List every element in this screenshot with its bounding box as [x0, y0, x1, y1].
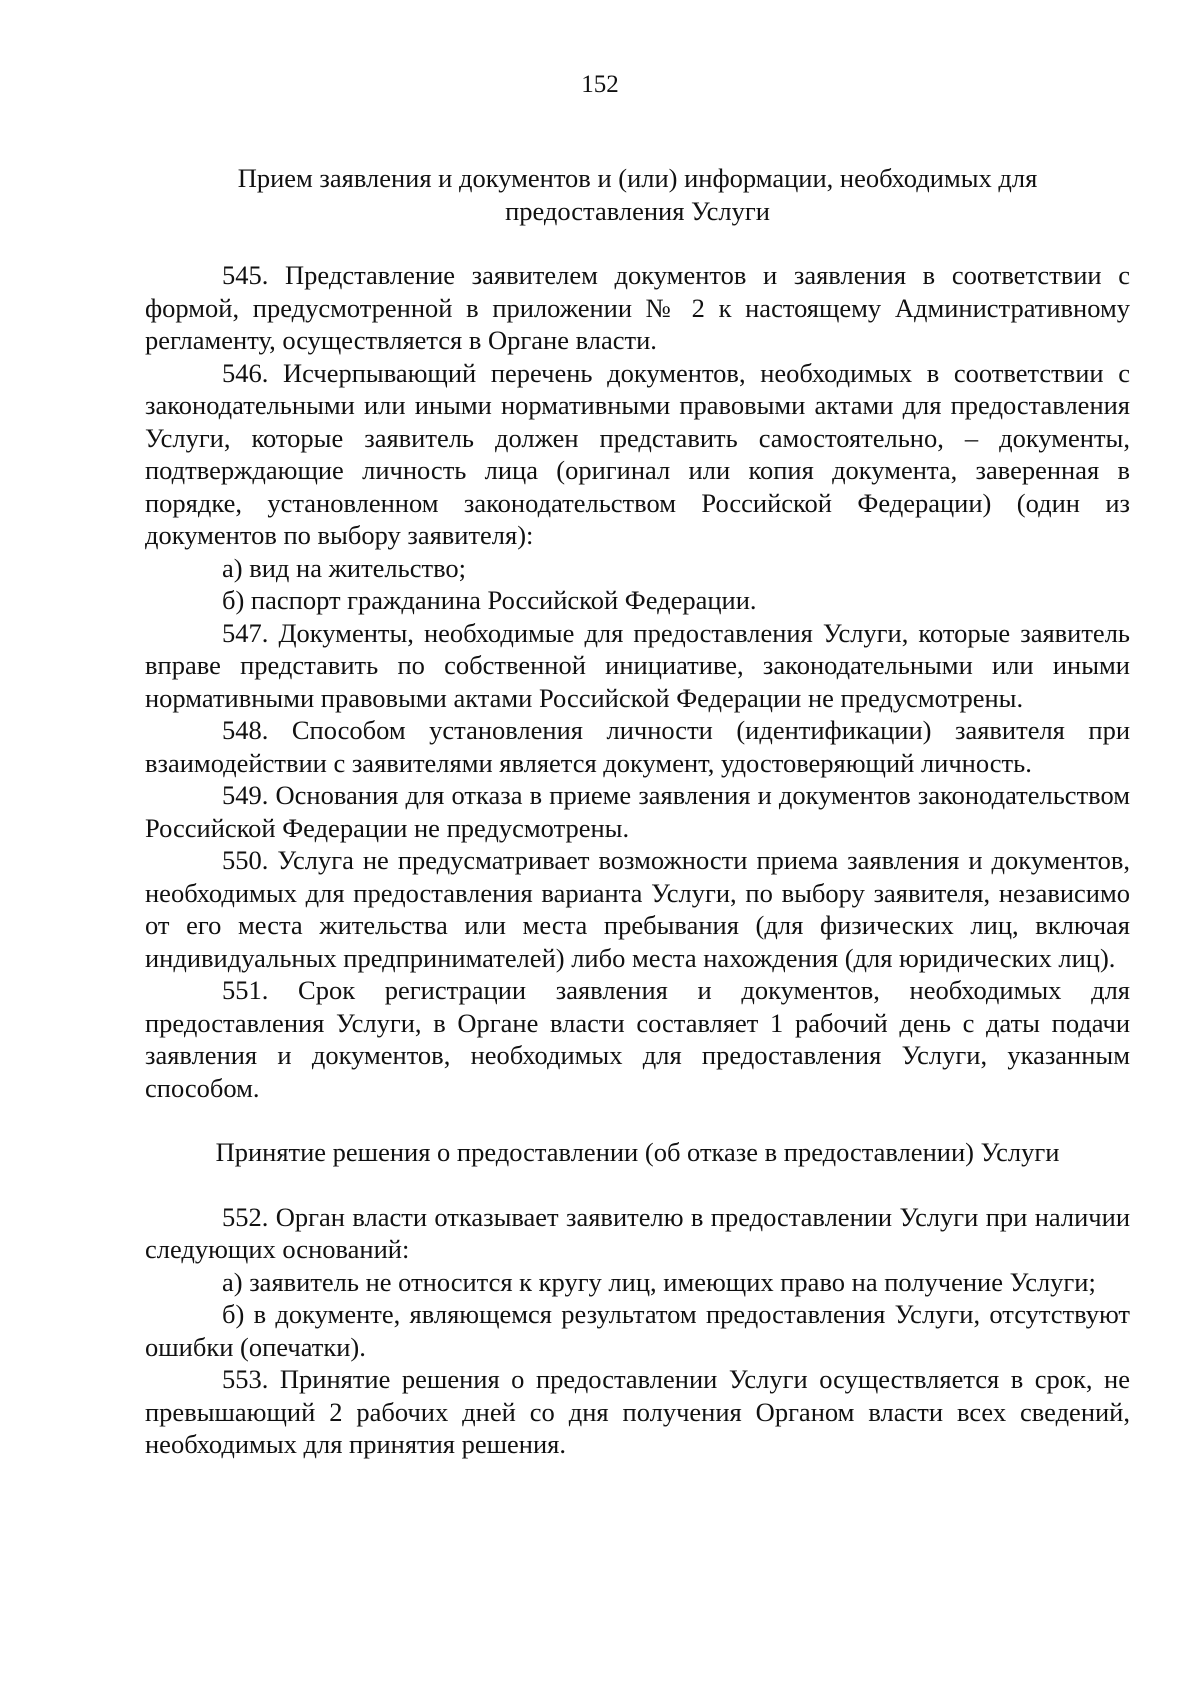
section-heading-reception [145, 162, 1130, 227]
paragraph-545: 545. Представление заявителем документов и заявления в соответствии с формой, предусмотренной в приложении № 2 к настоящему Административному регламенту, осуществляется в Органе власти. [145, 260, 1130, 355]
paragraph-548: 548. Способом установления личности (идентификации) заявителя при взаимодействии с заявителями является документ, удостоверяющий личность. [145, 715, 1130, 778]
paragraph-547: 547. Документы, необходимые для предоставления Услуги, которые заявитель вправе представить по собственной инициативе, законодательными или иными нормативными правовыми актами Российской Федерации не предусмотрены. [145, 617, 1130, 713]
paragraph-553: 553. Принятие решения о предоставлении Услуги осуществляется в срок, не превышающий 2 рабочих дней со дня получения Органом власти всех сведений, необходимых для принятия решения. [145, 1364, 1130, 1459]
paragraph-550: 550. Услуга не предусматривает возможности приема заявления и документов, необходимых для предоставления варианта Услуги, по выбору заявителя, независимо от его места жительства или места пребывания (для физических лиц, включая индивидуальных предпринимателей) либо места нахождения (для юридических лиц). [145, 845, 1130, 973]
paragraph-551: 551. Срок регистрации заявления и документов, необходимых для предоставления Услуги, в Органе власти составляет 1 рабочий день с даты подачи заявления и документов, необходимых для предоставления Услуги, указанным способом. [145, 975, 1130, 1103]
list-item-b: б) в документе, являющемся результатом предоставления Услуги, отсутствуют ошибки (опечатки). [145, 1299, 1130, 1362]
section-heading-line: предоставления Услуги [505, 195, 770, 226]
page-number: 152 [581, 71, 619, 98]
list-item-a: а) вид на жительство; [222, 552, 467, 583]
paragraph-552: 552. Орган власти отказывает заявителю в предоставлении Услуги при наличии следующих оснований: [145, 1201, 1130, 1264]
list-item-b: б) паспорт гражданина Российской Федерации. [222, 585, 757, 615]
paragraph-549: 549. Основания для отказа в приеме заявления и документов законодательством Российской Федерации не предусмотрены. [145, 780, 1130, 843]
section-heading-decision: Принятие решения о предоставлении (об отказе в предоставлении) Услуги [215, 1137, 1060, 1167]
document-body [145, 162, 1130, 1461]
paragraph-546: 546. Исчерпывающий перечень документов, необходимых в соответствии с законодательными или иными нормативными правовыми актами для предоставления Услуги, которые заявитель должен представить самостоятельно, – документы, подтверждающие личность лица (оригинал или копия документа, заверенная в порядке, установленном законодательством Российской Федерации) (один из документов по выбору заявителя): [145, 357, 1130, 550]
section-heading-line: Прием заявления и документов и (или) информации, необходимых для [237, 163, 1038, 193]
list-item-a: а) заявитель не относится к кругу лиц, имеющих право на получение Услуги; [222, 1266, 1096, 1297]
